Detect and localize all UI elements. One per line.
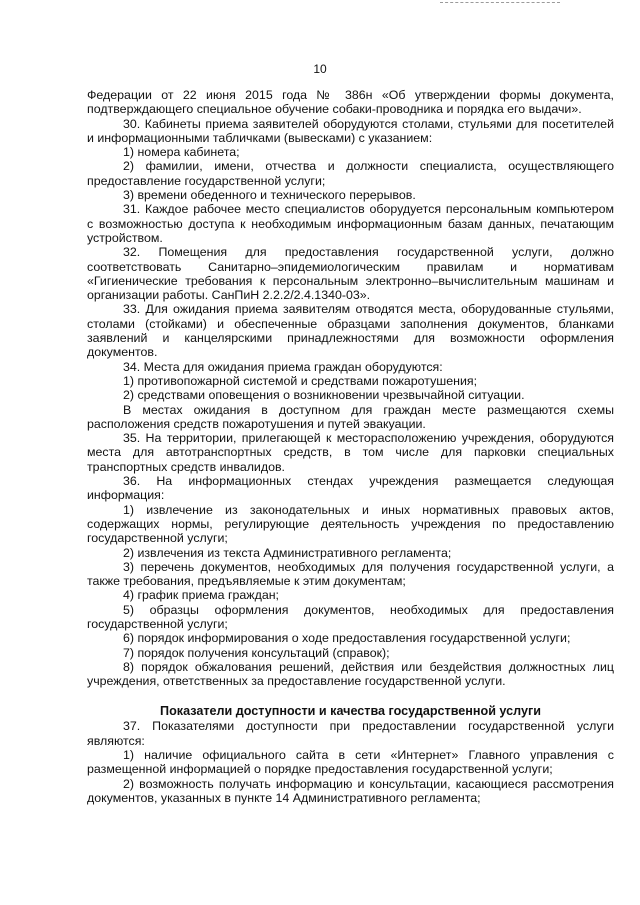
list-item: 2) фамилии, имени, отчества и должности специалиста, осуществляющего предоставление государственной услуги; <box>87 159 614 188</box>
list-item: 3) времени обеденного и технического перерывов. <box>123 188 416 203</box>
document-body <box>87 88 614 805</box>
list-item: 8) порядок обжалования решений, действия или бездействия должностных лиц учреждения, ответственных за предоставление государственной услуги. <box>87 659 614 689</box>
scan-edge-mark <box>440 2 560 4</box>
paragraph: 37. Показателями доступности при предоставлении государственной услуги являются: <box>87 719 614 748</box>
paragraph: 36. На информационных стендах учреждения размещается следующая информация: <box>87 474 614 503</box>
list-item: 4) график приема граждан; <box>123 588 280 603</box>
list-item: 7) порядок получения консультаций (справок); <box>123 645 390 660</box>
page-number: 10 <box>313 62 327 76</box>
paragraph: В местах ожидания в доступном для граждан месте размещаются схемы расположения средств пожаротушения и путей эвакуации. <box>87 402 614 431</box>
list-item: 5) образцы оформления документов, необходимых для предоставления государственной услуги; <box>87 602 614 631</box>
list-item: 3) перечень документов, необходимых для получения государственной услуги, а также требования, предъявляемые к этим документам; <box>87 559 614 589</box>
paragraph: 34. Места для ожидания приема граждан оборудуются: <box>123 359 443 374</box>
paragraph: Федерации от 22 июня 2015 года № 386н «Об утверждении формы документа, подтверждающего специальное обучение собаки-проводника и порядка его выдачи». <box>87 88 614 117</box>
list-item: 6) порядок информирования о ходе предоставления государственной услуги; <box>123 631 571 646</box>
list-item: 1) противопожарной системой и средствами пожаротушения; <box>123 373 478 388</box>
list-item: 2) средствами оповещения о возникновении чрезвычайной ситуации. <box>123 388 525 403</box>
paragraph: 33. Для ожидания приема заявителям отводятся места, оборудованные стульями, столами (стойками) и обеспеченные образцами заполнения документов, бланками заявлений и канцелярскими принадлежностями для возможности оформления документов. <box>87 302 614 360</box>
list-item: 1) извлечение из законодательных и иных нормативных правовых актов, содержащих нормы, регулирующие деятельность учреждения по предоставлению государственной услуги; <box>87 502 614 546</box>
list-item: 2) возможность получать информацию и консультации, касающиеся рассмотрения документов, указанных в пункте 14 Административного регламента; <box>87 776 614 805</box>
paragraph: 30. Кабинеты приема заявителей оборудуются столами, стульями для посетителей и информационными табличками (вывесками) с указанием: <box>87 116 614 145</box>
list-item: 2) извлечения из текста Административного регламента; <box>123 545 452 560</box>
paragraph: 31. Каждое рабочее место специалистов оборудуется персональным компьютером с возможностью доступа к необходимым информационным базам данных, печатающим устройством. <box>87 202 614 245</box>
paragraph: 32. Помещения для предоставления государственной услуги, должно соответствовать Санитарно–эпидемиологическим правилам и нормативам «Гигиенические требования к персональным электронно–вычислительным машинам и организации работы. СанПиН 2.2.2/2.4.1340-03». <box>87 245 614 303</box>
list-item: 1) наличие официального сайта в сети «Интернет» Главного управления с размещенной информацией о порядке предоставления государственной услуги; <box>87 748 614 777</box>
list-item: 1) номера кабинета; <box>123 145 240 160</box>
paragraph: 35. На территории, прилегающей к месторасположению учреждения, оборудуются места для автотранспортных средств, в том числе для парковки специальных транспортных средств инвалидов. <box>87 431 614 474</box>
section-heading: Показатели доступности и качества государственной услуги <box>160 704 541 719</box>
